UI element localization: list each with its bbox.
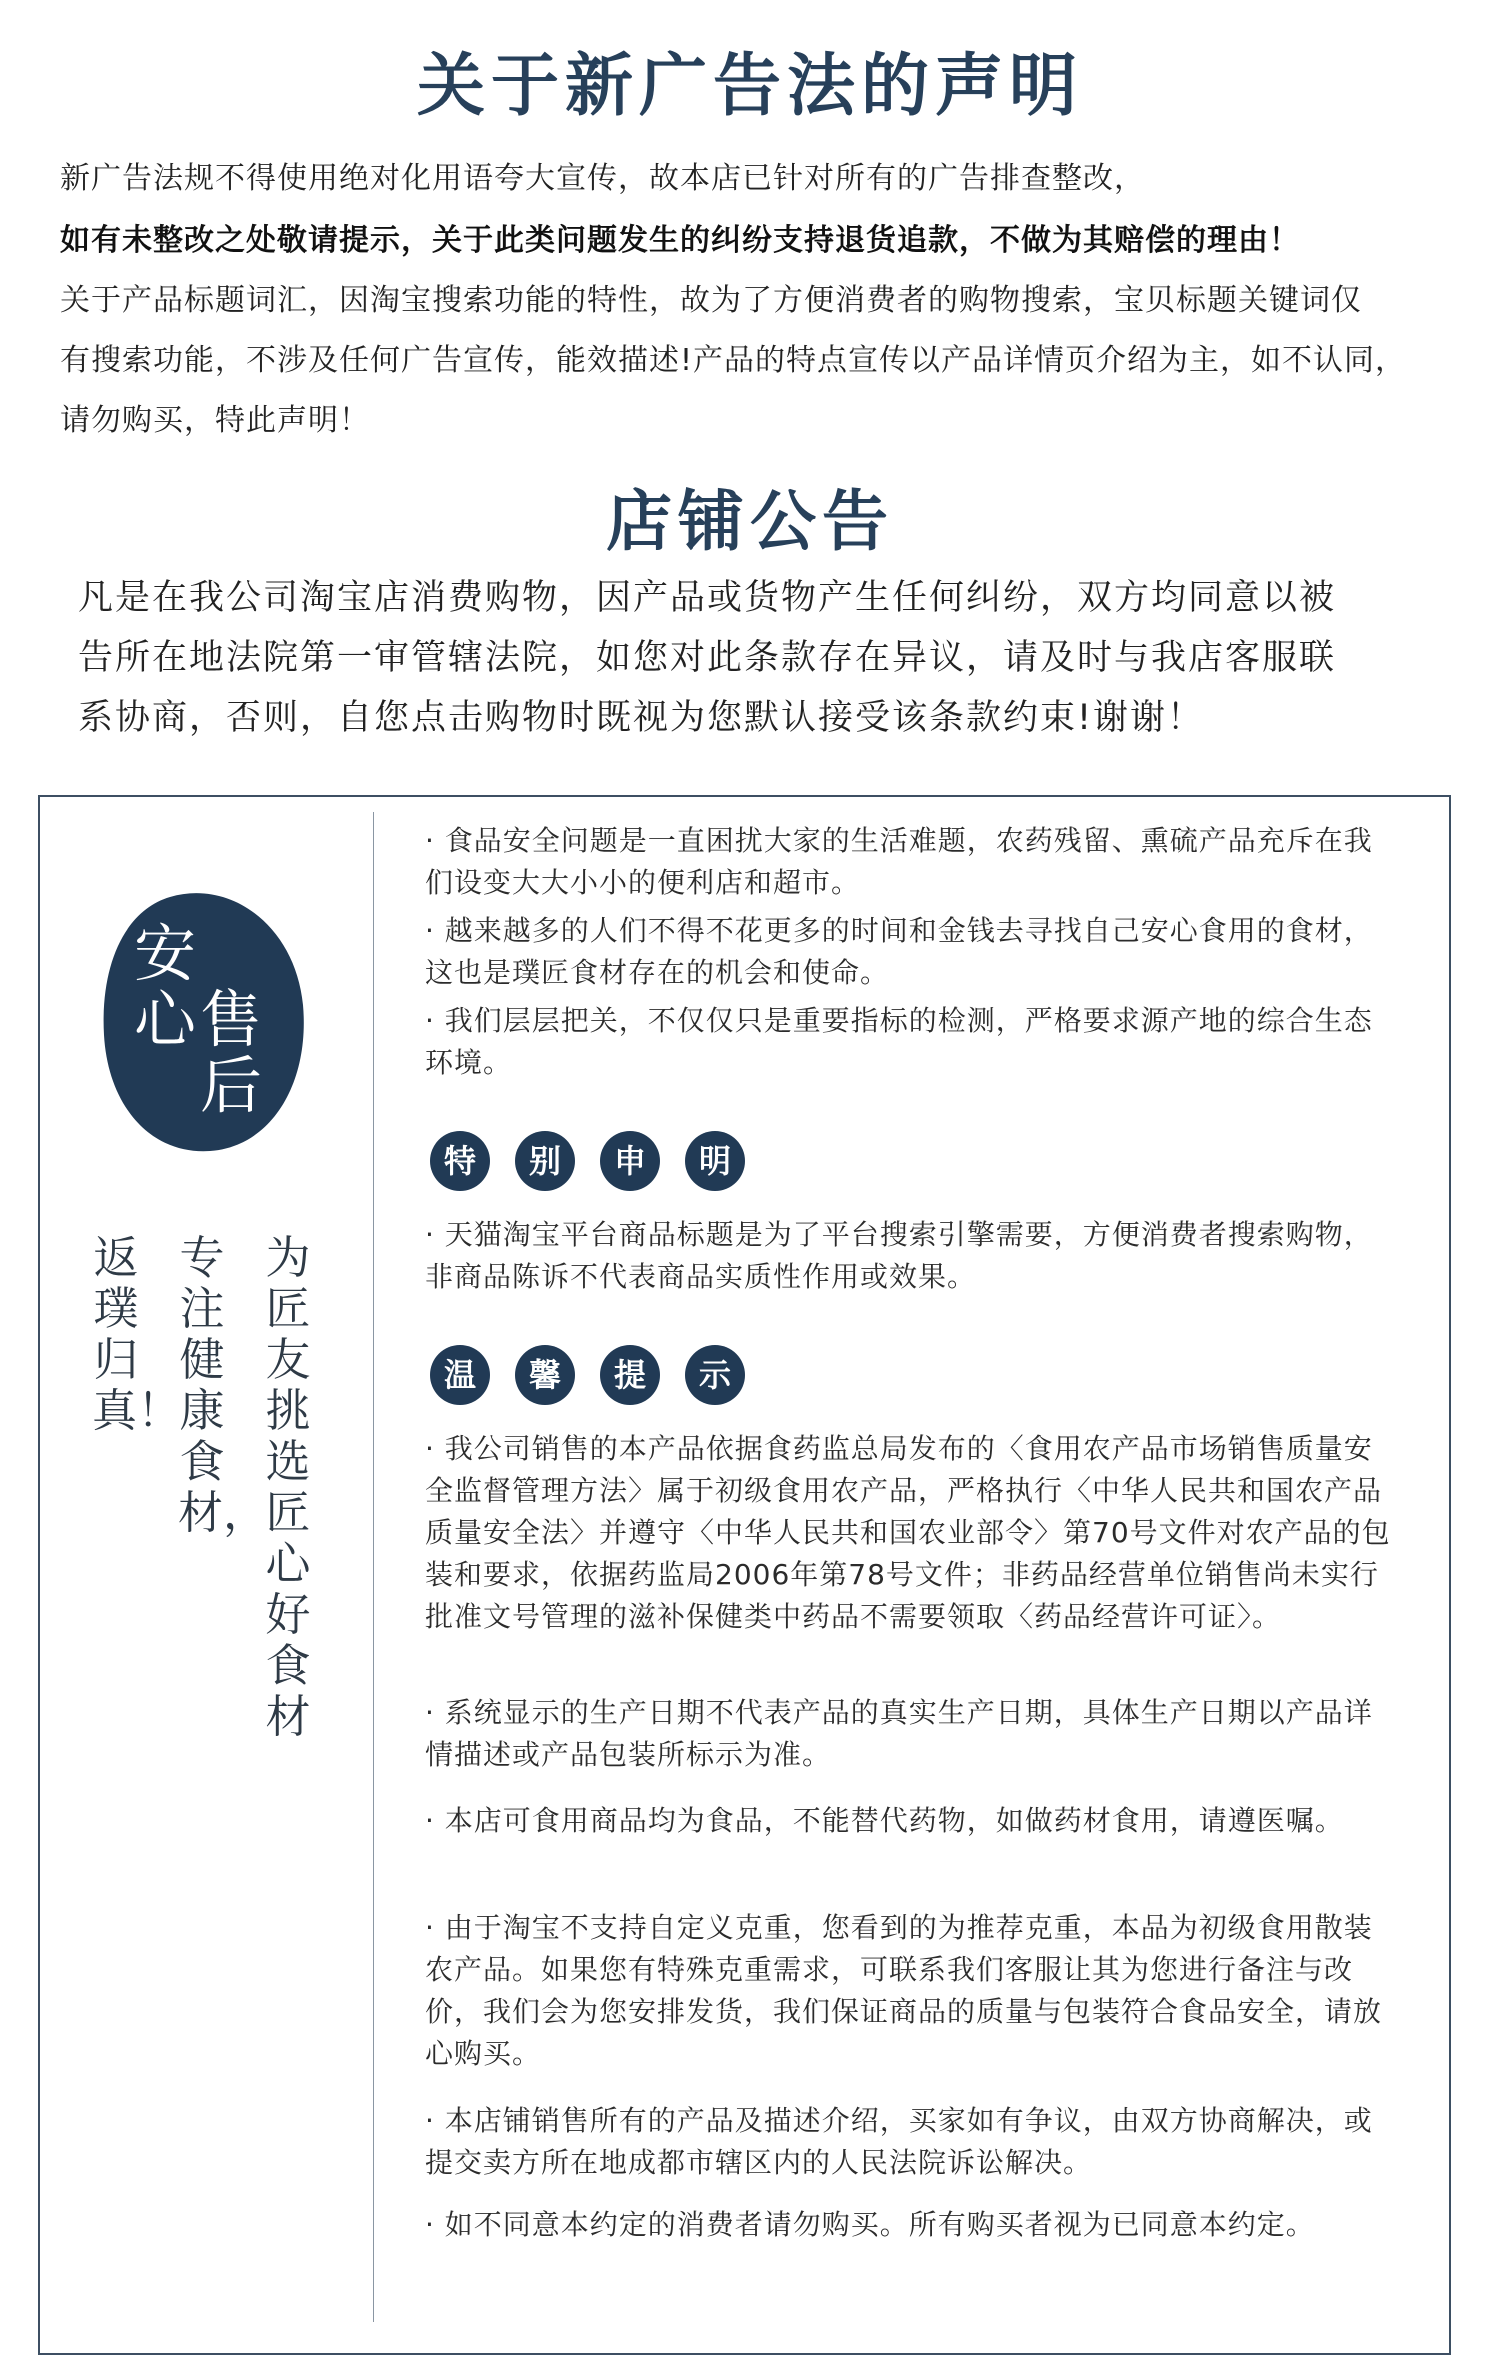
intro-bullet: · 食品安全问题是一直困扰大家的生活难题，农药残留、熏硫产品充斥在我们设变大大小小的便利店和超市。 [425,824,1373,899]
heading-badge: 明 [685,1131,745,1191]
heading-badge: 特 [430,1131,490,1191]
heading-badge: 示 [685,1345,745,1405]
badge-char: 安 [134,917,197,990]
special-statement-heading [430,1131,770,1191]
tip-item: · 本店铺销售所有的产品及描述介绍，买家如有争议，由双方协商解决，或提交卖方所在地成都市辖区内的人民法院诉讼解决。 [425,2104,1373,2179]
announcement-line: 凡是在我公司淘宝店消费购物，因产品或货物产生任何纠纷，双方均同意以被 [78,578,1337,618]
announcement-line: 告所在地法院第一审管辖法院，如您对此条款存在异议，请及时与我店客服联 [78,638,1337,678]
intro-bullet: · 我们层层把关，不仅仅只是重要指标的检测，严格要求源产地的综合生态环境。 [425,1004,1373,1079]
heading-badge: 提 [600,1345,660,1405]
tip-item: · 如不同意本约定的消费者请勿购买。所有购买者视为已同意本约定。 [425,2208,1315,2241]
warm-tips-heading [430,1345,770,1405]
special-statement-text: · 天猫淘宝平台商品标题是为了平台搜索引擎需要，方便消费者搜索购物，非商品陈诉不代表商品实质性作用或效果。 [425,1218,1373,1293]
tip-item: · 本店可食用商品均为食品，不能替代药物，如做药材食用，请遵医嘱。 [425,1804,1344,1837]
tip-item: · 由于淘宝不支持自定义克重，您看到的为推荐克重，本品为初级食用散装农产品。如果您有特殊克重需求，可联系我们客服让其为您进行备注与改价，我们会为您安排发货，我们保证商品的质量与包装符合食品安全，请放心购买。 [425,1911,1383,2070]
heading-badge: 申 [600,1131,660,1191]
declaration-line: 请勿购买，特此声明！ [60,403,370,438]
after-sales-badge [100,885,310,1155]
badge-char: 售 [200,983,263,1056]
panel-divider [373,812,374,2322]
declaration-title: 关于新广告法的声明 [416,47,1083,126]
declaration-line-bold: 如有未整改之处敬请提示，关于此类问题发生的纠纷支持退货追款，不做为其赔偿的理由！ [60,223,1300,258]
badge-char: 后 [200,1049,263,1122]
tip-item: · 我公司销售的本产品依据食药监总局发布的〈食用农产品市场销售质量安全监督管理方法〉属于初级食用农产品，严格执行〈中华人民共和国农产品质量安全法〉并遵守〈中华人民共和国农业部令〉第70号文件对农产品的包装和要求，依据药监局2006年第78号文件；非药品经营单位销售尚未实行批准文号管理的滋补保健类中药品不需要领取〈药品经营许可证〉。 [425,1432,1391,1633]
heading-badge: 别 [515,1131,575,1191]
intro-bullet: · 越来越多的人们不得不花更多的时间和金钱去寻找自己安心食用的食材，这也是璞匠食材存在的机会和使命。 [425,914,1373,989]
badge-char: 心 [134,983,197,1056]
declaration-line: 新广告法规不得使用绝对化用语夸大宣传，故本店已针对所有的广告排查整改， [60,161,1145,196]
slogan-column: 为匠友挑选匠心好食材 [265,1231,311,1743]
declaration-line: 关于产品标题词汇，因淘宝搜索功能的特性，故为了方便消费者的购物搜索，宝贝标题关键词仅 [60,283,1362,318]
announcement-title: 店铺公告 [606,483,894,560]
heading-badge: 温 [430,1345,490,1405]
announcement-line: 系协商，否则，自您点击购物时既视为您默认接受该条款约束!谢谢！ [78,698,1205,738]
heading-badge: 馨 [515,1345,575,1405]
declaration-line: 有搜索功能，不涉及任何广告宣传，能效描述!产品的特点宣传以产品详情页介绍为主，如不认同， [60,343,1407,378]
tip-item: · 系统显示的生产日期不代表产品的真实生产日期，具体生产日期以产品详情描述或产品包装所标示为准。 [425,1696,1373,1771]
slogan-column: 返璞归真！ [92,1231,183,1437]
slogan-column: 专注健康食材， [178,1231,269,1539]
